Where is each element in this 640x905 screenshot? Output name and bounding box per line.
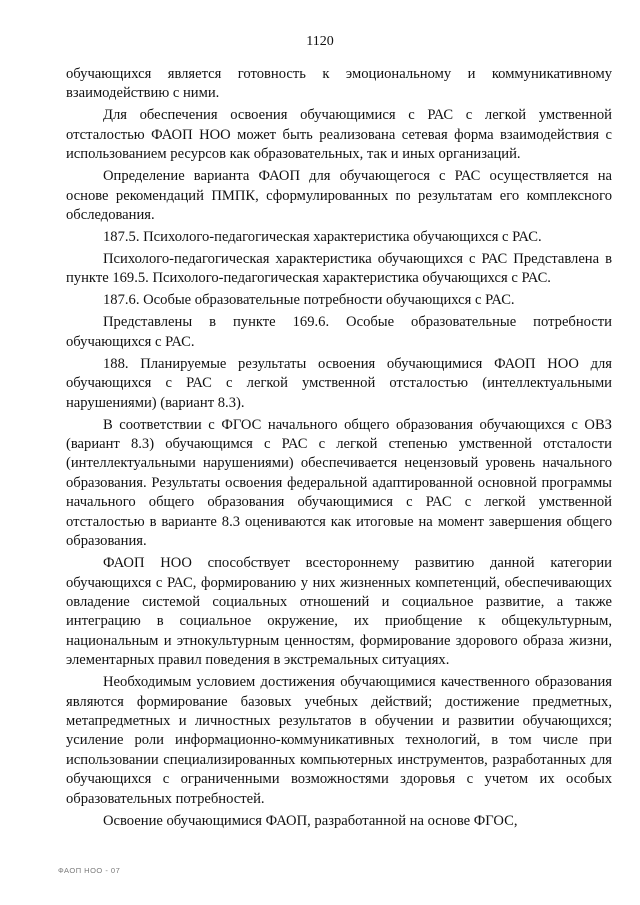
paragraph-development: ФАОП НОО способствует всестороннему развитию данной категории обучающихся с РАС, формированию у них жизненных компетенций, обеспечивающих овладение системой социальных отношений и социальное развитие, а также интеграцию в социальное окружение, их приобщение к общекультурным, национальным и этнокультурным ценностям, формирование здорового образа жизни, элементарных правил поведения в экстремальных ситуациях. — [66, 555, 612, 669]
paragraph-network-form: Для обеспечения освоения обучающимися с РАС с легкой умственной отсталостью ФАОП НОО может быть реализована сетевая форма взаимодействия с использованием ресурсов как образовательных, так и иных организаций. — [66, 107, 612, 163]
paragraph-continuation: обучающихся является готовность к эмоциональному и коммуникативному взаимодействию с ними. — [66, 66, 612, 102]
footer-mark: ФАОП НОО - 07 — [58, 866, 121, 875]
paragraph-necessary-condition: Необходимым условием достижения обучающимися качественного образования являются формирование базовых учебных действий; достижение предметных, метапредметных и личностных результатов в обучении и развитии обучающихся; усиление роли информационно-коммуникативных технологий, в том числе при использовании специализированных компьютерных инструментов, разработанных для обучающихся с ограниченными возможностями здоровья с учетом их особых образовательных потребностей. — [66, 674, 612, 807]
paragraph-characteristic-reference: Психолого-педагогическая характеристика обучающихся с РАС Представлена в пункте 169.5. Психолого-педагогическая характеристика обучающихся с РАС. — [66, 251, 612, 287]
page-number: 1120 — [306, 34, 334, 49]
paragraph-variant-definition: Определение варианта ФАОП для обучающегося с РАС осуществляется на основе рекомендаций ПМПК, сформулированных по результатам его комплексного обследования. — [66, 168, 612, 224]
section-heading-187-5: 187.5. Психолого-педагогическая характеристика обучающихся с РАС. — [103, 229, 542, 246]
section-heading-188: 188. Планируемые результаты освоения обучающимися ФАОП НОО для обучающихся с РАС с легкой умственной отсталостью (интеллектуальными нарушениями) (вариант 8.3). — [66, 355, 612, 411]
paragraph-mastery: Освоение обучающимися ФАОП, разработанной на основе ФГОС, — [103, 812, 518, 829]
section-heading-187-6: 187.6. Особые образовательные потребности обучающихся с РАС. — [103, 292, 515, 309]
paragraph-fgos-compliance: В соответствии с ФГОС начального общего образования обучающихся с ОВЗ (вариант 8.3) обучающимся с РАС с легкой степенью умственной отсталости (интеллектуальными нарушениями) обеспечивается нецензовый уровень начального образования. Результаты освоения федеральной адаптированной основной программы начального общего образования обучающимися с РАС с легкой умственной отсталостью в варианте 8.3 оцениваются как итоговые на момент завершения общего образования. — [66, 416, 612, 550]
document-body — [66, 65, 612, 834]
paragraph-needs-reference: Представлены в пункте 169.6. Особые образовательные потребности обучающихся с РАС. — [66, 314, 612, 350]
